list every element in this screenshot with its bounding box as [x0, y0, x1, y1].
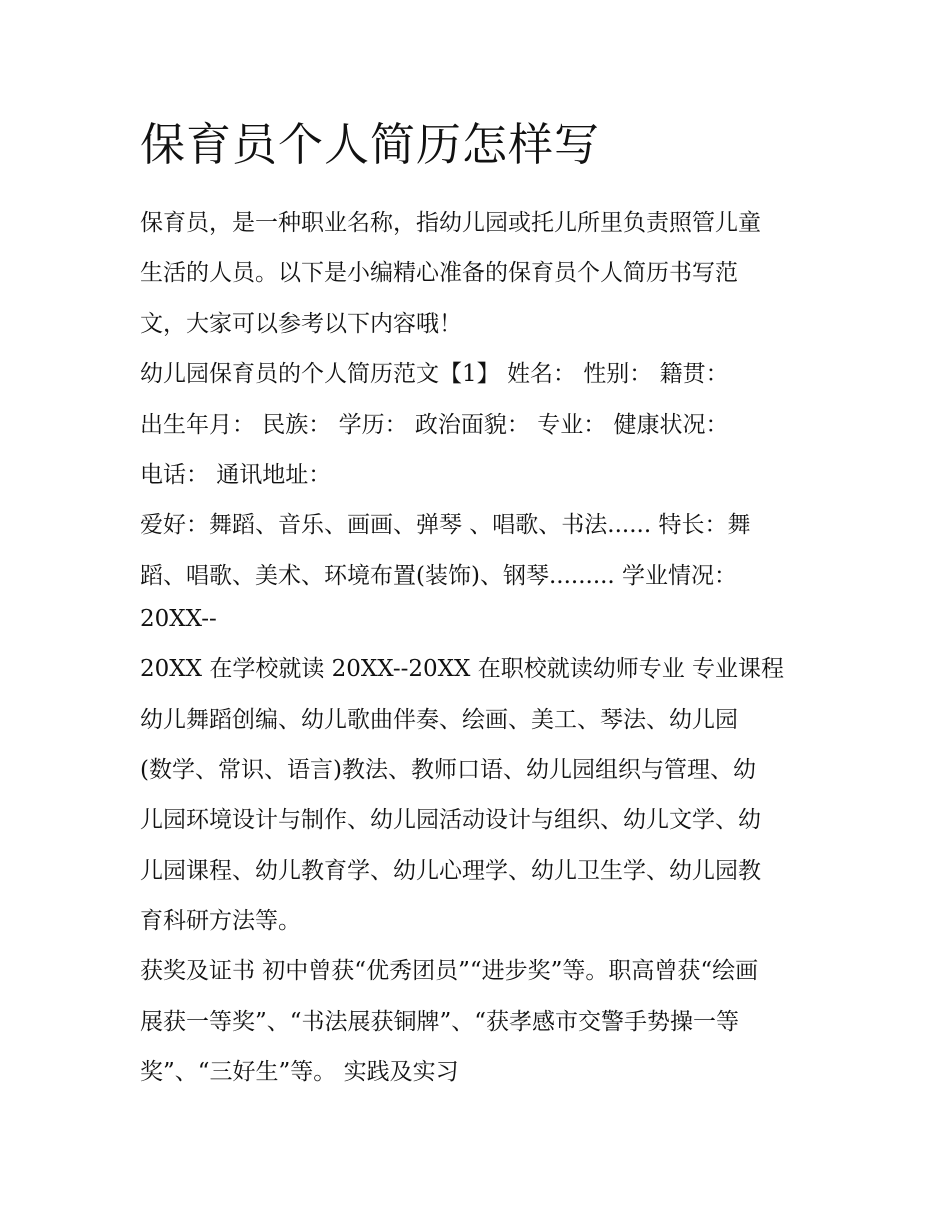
- body-line: 文，大家可以参考以下内容哦！: [140, 310, 462, 337]
- body-line: 育科研方法等。: [140, 908, 301, 935]
- body-line: 20XX--: [140, 606, 217, 633]
- body-line: 生活的人员。以下是小编精心准备的保育员个人简历书写范: [140, 260, 738, 287]
- body-line: 儿园环境设计与制作、幼儿园活动设计与组织、幼儿文学、幼: [140, 807, 761, 834]
- body-line: 幼儿园保育员的个人简历范文【1】 姓名： 性别： 籍贯：: [140, 361, 729, 388]
- body-line: 电话： 通讯地址：: [140, 461, 332, 488]
- body-line: 奖”、“三好生”等。 实践及实习: [140, 1059, 459, 1086]
- body-line: 蹈、唱歌、美术、环境布置(装饰)、钢琴......... 学业情况：: [140, 562, 738, 589]
- body-line: 保育员，是一种职业名称，指幼儿园或托儿所里负责照管儿童: [140, 210, 761, 236]
- body-line: 20XX 在学校就读 20XX--20XX 在职校就读幼师专业 专业课程: [140, 656, 785, 683]
- body-line: 出生年月： 民族： 学历： 政治面貌： 专业： 健康状况：: [140, 411, 729, 438]
- body-line: 展获一等奖”、“书法展获铜牌”、“获孝感市交警手势操一等: [140, 1008, 740, 1035]
- body-line: (数学、常识、语言)教法、教师口语、幼儿园组织与管理、幼: [140, 756, 756, 783]
- body-line: 获奖及证书 初中曾获“优秀团员”“进步奖”等。职高曾获“绘画: [140, 958, 759, 985]
- body-line: 儿园课程、幼儿教育学、幼儿心理学、幼儿卫生学、幼儿园教: [140, 857, 761, 884]
- body-line: 爱好：舞蹈、音乐、画画、弹琴 、唱歌、书法...... 特长：舞: [140, 512, 751, 539]
- document-content: [140, 112, 830, 1098]
- body-line: 幼儿舞蹈创编、幼儿歌曲伴奏、绘画、美工、琴法、幼儿园: [140, 706, 738, 733]
- document-title: 保育员个人简历怎样写: [140, 118, 601, 171]
